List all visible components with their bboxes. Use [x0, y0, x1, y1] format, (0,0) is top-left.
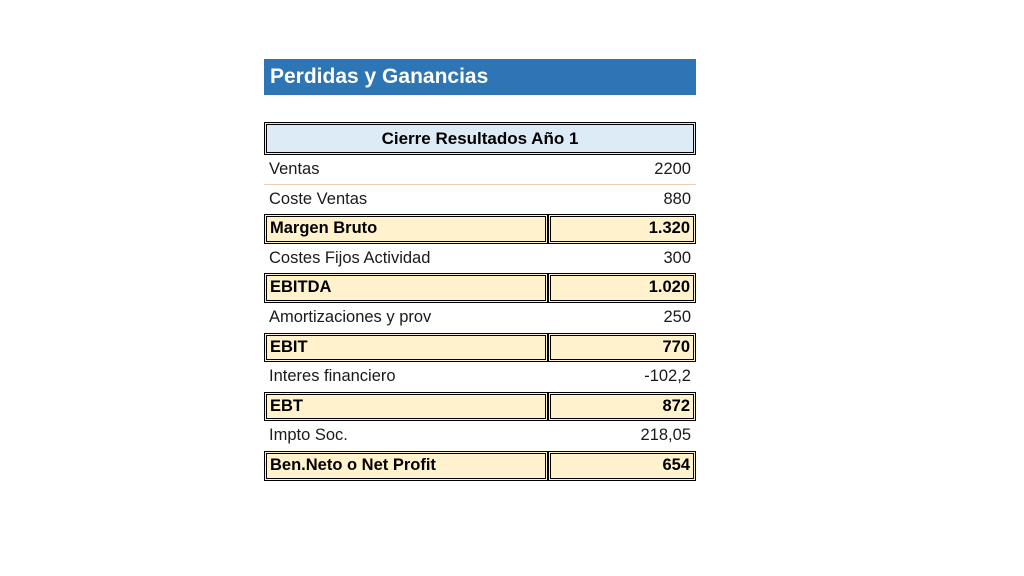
total-label: Ben.Neto o Net Profit: [264, 451, 548, 481]
table-row: [264, 303, 696, 333]
total-value: 1.020: [548, 273, 696, 303]
table-row-total: [264, 392, 696, 422]
row-label: Interes financiero: [269, 367, 396, 386]
row-label: Costes Fijos Actividad: [269, 248, 431, 267]
page-title: Perdidas y Ganancias: [264, 59, 696, 95]
total-value: 1.320: [548, 214, 696, 244]
total-value: 654: [548, 451, 696, 481]
row-label: Ventas: [269, 160, 320, 178]
table-row-total: [264, 451, 696, 481]
total-value: 770: [548, 333, 696, 363]
total-label: EBITDA: [264, 273, 548, 303]
table-row: [264, 362, 696, 392]
row-label: Impto Soc.: [269, 426, 348, 445]
row-label: Amortizaciones y prov: [269, 307, 432, 326]
table-row: [264, 155, 696, 185]
total-label: EBT: [264, 392, 548, 422]
table-row: [264, 244, 696, 274]
table-row-total: [264, 333, 696, 363]
row-value: 218,05: [640, 426, 691, 445]
table-row-total: [264, 214, 696, 244]
total-label: Margen Bruto: [264, 214, 548, 244]
total-value: 872: [548, 392, 696, 422]
table-header: Cierre Resultados Año 1: [264, 122, 696, 155]
table-row: [264, 421, 696, 451]
row-label: Coste Ventas: [269, 189, 368, 208]
table-row-total: [264, 273, 696, 303]
row-value: 880: [663, 189, 691, 208]
row-value: 250: [663, 307, 691, 326]
table-row: [264, 185, 696, 215]
total-label: EBIT: [264, 333, 548, 363]
row-value: 300: [663, 248, 691, 267]
row-value: 2200: [654, 160, 691, 178]
income-statement-table: [264, 122, 696, 481]
row-value: -102,2: [644, 367, 691, 386]
